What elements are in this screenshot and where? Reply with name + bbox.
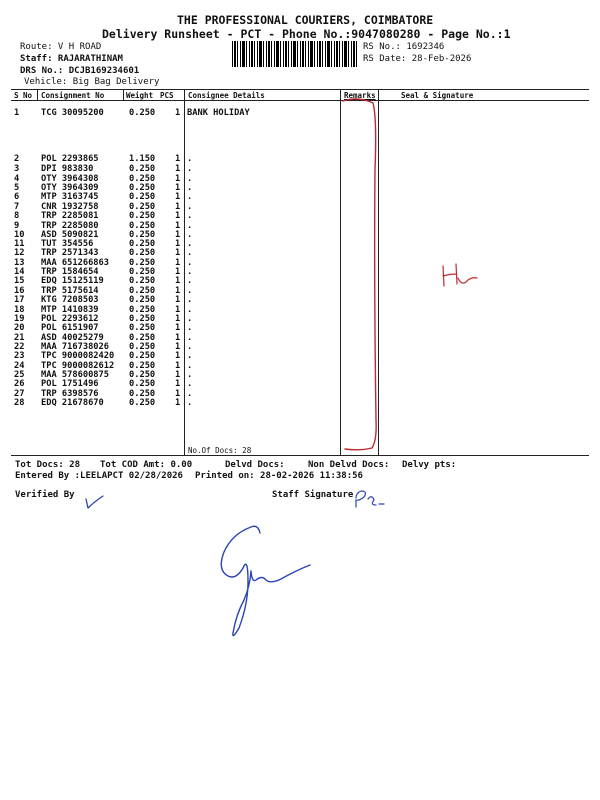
cell-details: . <box>187 286 193 296</box>
cell-weight: 0.250 <box>129 379 156 389</box>
rs-number: RS No.: 1692346 <box>363 42 445 52</box>
printed-on: Printed on: 28-02-2026 11:38:56 <box>195 471 363 481</box>
large-signature <box>221 526 310 635</box>
cell-pcs: 1 <box>175 239 181 249</box>
entered-by: Entered By :LEELAPCT 02/28/2026 <box>15 471 183 481</box>
cell-cons: CNR 1932758 <box>41 202 99 212</box>
cell-sno: 24 <box>14 361 25 371</box>
cell-cons: MAA 651266863 <box>41 258 109 268</box>
cell-pcs: 1 <box>175 276 181 286</box>
cell-pcs: 1 <box>175 174 181 184</box>
cell-details: . <box>187 239 193 249</box>
cell-pcs: 1 <box>175 267 181 277</box>
cell-weight: 0.250 <box>129 258 156 268</box>
cell-weight: 0.250 <box>129 192 156 202</box>
cell-weight: 0.250 <box>129 305 156 315</box>
cell-sno: 15 <box>14 276 25 286</box>
verified-tick-mark <box>86 496 103 508</box>
cell-details: . <box>187 154 193 164</box>
tot-docs: Tot Docs: 28 <box>15 460 81 470</box>
cell-cons: MTP 1410839 <box>41 305 99 315</box>
cell-pcs: 1 <box>175 351 181 361</box>
cell-details: . <box>187 333 193 343</box>
cell-details: . <box>187 174 193 184</box>
cell-cons: TRP 1584654 <box>41 267 99 277</box>
cell-weight: 0.250 <box>129 183 156 193</box>
cell-details: . <box>187 379 193 389</box>
col-header-consignee: Consignee Details <box>188 91 265 100</box>
cell-cons: MTP 3163745 <box>41 192 99 202</box>
cell-sno: 4 <box>14 174 20 184</box>
cell-sno: 12 <box>14 248 25 258</box>
cell-pcs: 1 <box>175 192 181 202</box>
cell-cons: TUT 354556 <box>41 239 94 249</box>
col-header-seal: Seal & Signature <box>401 91 474 100</box>
cell-cons: POL 6151907 <box>41 323 99 333</box>
cell-sno: 13 <box>14 258 25 268</box>
cell-cons: ASD 5090821 <box>41 230 99 240</box>
cell-pcs: 1 <box>175 183 181 193</box>
cell-cons: TRP 5175614 <box>41 286 99 296</box>
cell-sno: 23 <box>14 351 25 361</box>
cell-sno: 25 <box>14 370 25 380</box>
cell-weight: 0.250 <box>129 164 156 174</box>
cell-cons: TCG 30095200 <box>41 108 104 118</box>
staff-label: Staff: RAJARATHINAM <box>20 54 123 64</box>
cell-pcs: 1 <box>175 314 181 324</box>
cell-weight: 0.250 <box>129 323 156 333</box>
cell-sno: 16 <box>14 286 25 296</box>
cell-weight: 0.250 <box>129 174 156 184</box>
vehicle-label: Vehicle: Big Bag Delivery <box>24 77 160 87</box>
cell-sno: 19 <box>14 314 25 324</box>
cell-weight: 0.250 <box>129 230 156 240</box>
cell-sno: 17 <box>14 295 25 305</box>
cell-sno: 10 <box>14 230 25 240</box>
cell-pcs: 1 <box>175 258 181 268</box>
cell-sno: 26 <box>14 379 25 389</box>
drs-number: DRS No.: DCJB169234601 <box>20 66 140 76</box>
cell-weight: 0.250 <box>129 211 156 221</box>
cell-pcs: 1 <box>175 108 181 118</box>
route-label: Route: V H ROAD <box>20 42 102 52</box>
cell-weight: 0.250 <box>129 202 156 212</box>
cell-weight: 0.250 <box>129 398 156 408</box>
cell-cons: POL 1751496 <box>41 379 99 389</box>
cell-weight: 0.250 <box>129 239 156 249</box>
cell-details: . <box>187 361 193 371</box>
cell-details: . <box>187 295 193 305</box>
cell-cons: POL 2293865 <box>41 154 99 164</box>
cell-details: . <box>187 202 193 212</box>
cell-cons: OTY 3964309 <box>41 183 99 193</box>
cell-cons: TRP 2285081 <box>41 211 99 221</box>
col-header-remarks: Remarks <box>344 91 376 100</box>
cell-sno: 2 <box>14 154 20 164</box>
tot-cod-amt: Tot COD Amt: 0.00 <box>100 460 193 470</box>
cell-details: . <box>187 183 193 193</box>
cell-sno: 5 <box>14 183 20 193</box>
cell-cons: EDQ 15125119 <box>41 276 104 286</box>
red-remarks-bracket <box>343 99 376 450</box>
cell-pcs: 1 <box>175 342 181 352</box>
cell-sno: 18 <box>14 305 25 315</box>
cell-details: . <box>187 164 193 174</box>
delvd-docs: Delvd Docs: <box>225 460 285 470</box>
cell-weight: 0.250 <box>129 370 156 380</box>
cell-sno: 27 <box>14 389 25 399</box>
cell-details: . <box>187 192 193 202</box>
verified-by-label: Verified By <box>15 490 75 500</box>
cell-cons: EDQ 21678670 <box>41 398 104 408</box>
cell-details: . <box>187 305 193 315</box>
cell-details: . <box>187 342 193 352</box>
cell-cons: TRP 2285080 <box>41 221 99 231</box>
cell-cons: TPC 9000082420 <box>41 351 115 361</box>
cell-pcs: 1 <box>175 333 181 343</box>
cell-pcs: 1 <box>175 295 181 305</box>
cell-sno: 20 <box>14 323 25 333</box>
cell-details: . <box>187 211 193 221</box>
cell-details: . <box>187 351 193 361</box>
cell-weight: 0.250 <box>129 286 156 296</box>
cell-pcs: 1 <box>175 323 181 333</box>
cell-details: . <box>187 221 193 231</box>
rs-date: RS Date: 28-Feb-2026 <box>363 54 472 64</box>
cell-details: . <box>187 314 193 324</box>
cell-sno: 28 <box>14 398 25 408</box>
cell-sno: 14 <box>14 267 25 277</box>
cell-cons: MAA 578600875 <box>41 370 109 380</box>
cell-sno: 1 <box>14 108 20 118</box>
cell-pcs: 1 <box>175 164 181 174</box>
staff-initials <box>356 491 384 507</box>
cell-details: . <box>187 267 193 277</box>
cell-details: . <box>187 398 193 408</box>
cell-cons: TPC 9000082612 <box>41 361 115 371</box>
cell-pcs: 1 <box>175 361 181 371</box>
cell-details: . <box>187 258 193 268</box>
cell-weight: 0.250 <box>129 295 156 305</box>
cell-details: . <box>187 248 193 258</box>
cell-sno: 11 <box>14 239 25 249</box>
runsheet-title: Delivery Runsheet - PCT - Phone No.:9047080280 - Page No.:1 <box>102 27 511 41</box>
cell-pcs: 1 <box>175 370 181 380</box>
cell-weight: 0.250 <box>129 342 156 352</box>
cell-sno: 8 <box>14 211 20 221</box>
cell-weight: 0.250 <box>129 314 156 324</box>
cell-details: . <box>187 323 193 333</box>
cell-sno: 21 <box>14 333 25 343</box>
cell-weight: 0.250 <box>129 389 156 399</box>
cell-pcs: 1 <box>175 154 181 164</box>
cell-pcs: 1 <box>175 389 181 399</box>
cell-pcs: 1 <box>175 379 181 389</box>
cell-sno: 6 <box>14 192 20 202</box>
cell-pcs: 1 <box>175 305 181 315</box>
cell-pcs: 1 <box>175 398 181 408</box>
cell-weight: 0.250 <box>129 248 156 258</box>
cell-weight: 0.250 <box>129 333 156 343</box>
cell-weight: 0.250 <box>129 276 156 286</box>
cell-pcs: 1 <box>175 211 181 221</box>
no-of-docs: No.Of Docs: 28 <box>188 446 252 455</box>
cell-weight: 0.250 <box>129 221 156 231</box>
cell-cons: POL 2293612 <box>41 314 99 324</box>
cell-cons: DPI 983830 <box>41 164 94 174</box>
cell-sno: 7 <box>14 202 20 212</box>
col-header-consignment: Consignment No <box>41 91 105 100</box>
col-header-pcs: PCS <box>160 91 174 100</box>
company-title: THE PROFESSIONAL COURIERS, COIMBATORE <box>177 13 434 27</box>
staff-signature-label: Staff Signature <box>272 490 354 500</box>
cell-pcs: 1 <box>175 221 181 231</box>
cell-details: . <box>187 370 193 380</box>
cell-cons: TRP 2571343 <box>41 248 99 258</box>
cell-cons: MAA 716738026 <box>41 342 109 352</box>
cell-details: . <box>187 276 193 286</box>
cell-cons: ASD 40025279 <box>41 333 104 343</box>
cell-weight: 0.250 <box>129 108 156 118</box>
cell-weight: 0.250 <box>129 267 156 277</box>
red-initials-mark <box>443 264 477 286</box>
cell-sno: 22 <box>14 342 25 352</box>
cell-pcs: 1 <box>175 248 181 258</box>
cell-pcs: 1 <box>175 286 181 296</box>
cell-cons: KTG 7208503 <box>41 295 99 305</box>
cell-weight: 0.250 <box>129 361 156 371</box>
delvy-pts: Delvy pts: <box>402 460 457 470</box>
cell-weight: 1.150 <box>129 154 156 164</box>
cell-pcs: 1 <box>175 230 181 240</box>
cell-cons: TRP 6398576 <box>41 389 99 399</box>
cell-details: . <box>187 230 193 240</box>
cell-cons: OTY 3964308 <box>41 174 99 184</box>
col-header-weight: Weight <box>126 91 154 100</box>
cell-weight: 0.250 <box>129 351 156 361</box>
cell-sno: 3 <box>14 164 20 174</box>
non-delvd-docs: Non Delvd Docs: <box>308 460 390 470</box>
cell-details: BANK HOLIDAY <box>187 108 250 118</box>
cell-sno: 9 <box>14 221 20 231</box>
cell-details: . <box>187 389 193 399</box>
col-header-sno: S No <box>14 91 33 100</box>
cell-pcs: 1 <box>175 202 181 212</box>
